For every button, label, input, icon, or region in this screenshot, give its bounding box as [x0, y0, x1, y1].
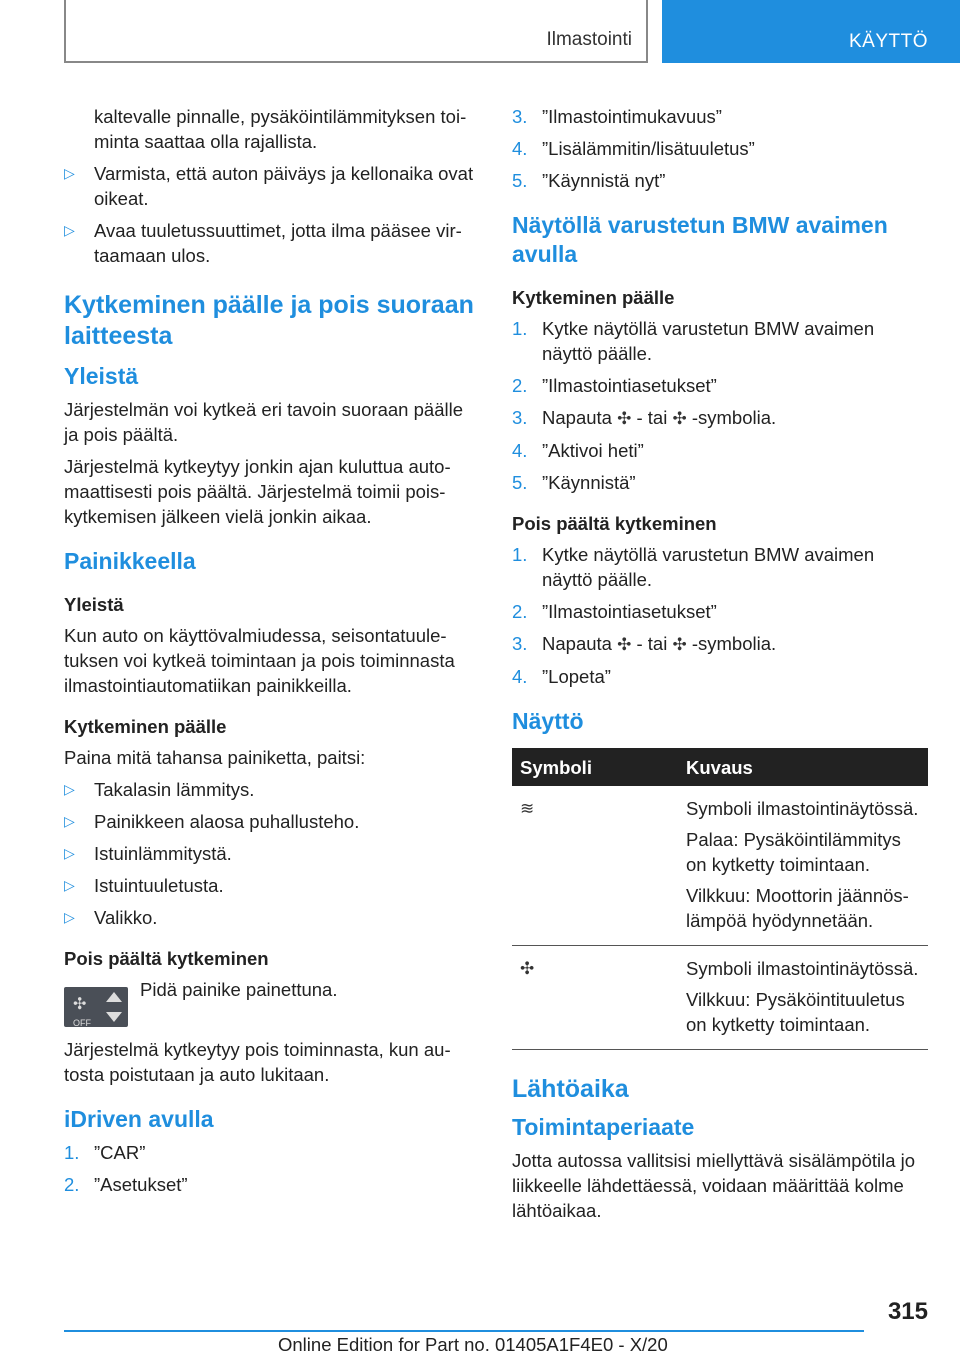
step-text: ”CAR” — [94, 1142, 146, 1163]
step-text: ”Lopeta” — [542, 666, 611, 687]
header-chapter-tab — [662, 0, 960, 63]
off-button-illustration — [64, 977, 474, 1027]
step-number: 2. — [64, 1174, 80, 1195]
numbered-step — [512, 438, 928, 463]
header-section-tab — [64, 0, 648, 63]
step-text: ”Käynnistä” — [542, 472, 636, 493]
step-number: 3. — [512, 633, 528, 654]
list-item — [64, 809, 474, 834]
list-item — [64, 873, 474, 898]
numbered-step — [512, 664, 928, 689]
step-text: ”Ilmastointiasetukset” — [542, 375, 717, 396]
fan-icon: ✣ — [512, 946, 678, 1050]
paragraph: Järjestelmä kytkeytyy jonkin ajan kuluttua automaattisesti pois päältä. Järjestelmä toimii poiskytkemisen jälkeen vielä jonkin aikaa. — [64, 456, 451, 527]
list-item — [64, 161, 474, 211]
step-text: - tai — [636, 633, 668, 654]
cell-line: Vilkkuu: Pysäköintituuletus on kytketty toimintaan. — [686, 989, 905, 1035]
step-number: 4. — [512, 138, 528, 159]
subsection-heading: Yleistä — [64, 363, 139, 389]
step-text: -symbolia. — [691, 407, 777, 428]
cell-line: Vilkkuu: Moottorin jäännöslämpöä hyödynnetään. — [686, 885, 909, 931]
triangle-bullet-icon: ▷ — [64, 165, 75, 181]
table-header-symbol: Symboli — [512, 748, 678, 786]
subsection-heading: Toimintaperiaate — [512, 1114, 695, 1140]
step-text: ”Asetukset” — [94, 1174, 188, 1195]
triangle-bullet-icon: ▷ — [64, 877, 75, 893]
step-number: 3. — [512, 407, 528, 428]
section-heading: Kytkeminen päälle ja pois suoraan laitteesta — [64, 291, 474, 350]
list-item-text: Istuinlämmitystä. — [94, 843, 232, 864]
numbered-step — [64, 1172, 474, 1197]
footer-edition: Online Edition for Part no. 01405A1F4E0 - X/20 — [278, 1334, 668, 1355]
numbered-step — [512, 136, 928, 161]
header-chapter-title: KÄYTTÖ — [848, 31, 928, 52]
step-number: 2. — [512, 375, 528, 396]
fan-icon: ✣ — [73, 996, 87, 1013]
list-item — [64, 905, 474, 930]
paragraph: Järjestelmän voi kytkeä eri tavoin suoraan päälle ja pois päältä. — [64, 399, 463, 445]
triangle-bullet-icon: ▷ — [64, 813, 75, 829]
minor-heading: Kytkeminen päälle — [512, 287, 675, 308]
numbered-step — [512, 631, 928, 657]
step-number: 1. — [512, 318, 528, 339]
subsection-heading: Näytöllä varustetun BMW avaimen avulla — [512, 212, 888, 267]
list-item — [64, 777, 474, 802]
right-column — [512, 104, 928, 1230]
step-number: 4. — [512, 666, 528, 687]
fan-icon: ✣ — [617, 409, 632, 428]
list-item — [64, 218, 474, 268]
step-number: 1. — [512, 544, 528, 565]
cell-line: Symboli ilmastointinäytössä. — [686, 958, 919, 979]
step-text: ”Ilmastointiasetukset” — [542, 601, 717, 622]
off-text: OFF — [73, 1018, 91, 1028]
triangle-bullet-icon: ▷ — [64, 845, 75, 861]
paragraph: Paina mitä tahansa painiketta, paitsi: — [64, 747, 366, 768]
numbered-step — [512, 316, 928, 366]
numbered-step — [512, 599, 928, 624]
paragraph: Järjestelmä kytkeytyy pois toiminnasta, kun autosta poistutaan ja auto lukitaan. — [64, 1039, 451, 1085]
step-text: ”Lisälämmitin/lisätuuletus” — [542, 138, 755, 159]
minor-heading: Pois päältä kytkeminen — [512, 513, 717, 534]
paragraph: kaltevalle pinnalle, pysäköintilämmityksen toiminta saattaa olla rajallista. — [94, 106, 467, 152]
step-text: Kytke näytöllä varustetun BMW avaimen näyttö päälle. — [542, 544, 875, 590]
list-item-text: Varmista, että auton päiväys ja kellonaika ovat oikeat. — [94, 163, 474, 209]
arrow-up-icon — [106, 992, 122, 1002]
fan-heat-icon: ✣ — [672, 409, 687, 428]
header-section-title: Ilmastointi — [546, 29, 632, 50]
heating-icon: ≋ — [512, 786, 678, 946]
minor-heading: Pois päältä kytkeminen — [64, 948, 269, 969]
step-number: 5. — [512, 472, 528, 493]
step-number: 2. — [512, 601, 528, 622]
triangle-bullet-icon: ▷ — [64, 222, 75, 238]
numbered-step — [512, 542, 928, 592]
step-number: 4. — [512, 440, 528, 461]
minor-heading: Kytkeminen päälle — [64, 716, 227, 737]
step-text: Napauta — [542, 633, 612, 654]
numbered-step — [512, 168, 928, 193]
page-number: 315 — [887, 1298, 928, 1325]
numbered-step — [512, 104, 928, 129]
table-header-row — [512, 748, 928, 786]
step-number: 1. — [64, 1142, 80, 1163]
table-row — [512, 786, 928, 946]
table-row — [512, 946, 928, 1050]
step-text: ”Käynnistä nyt” — [542, 170, 666, 191]
triangle-bullet-icon: ▷ — [64, 781, 75, 797]
table-cell-description — [678, 786, 928, 946]
table-header-description: Kuvaus — [678, 748, 928, 786]
symbol-table — [512, 748, 928, 1050]
list-item-text: Painikkeen alaosa puhallusteho. — [94, 811, 360, 832]
list-item-text: Takalasin lämmitys. — [94, 779, 255, 800]
cell-line: Symboli ilmastointinäytössä. — [686, 798, 919, 819]
step-text: -symbolia. — [691, 633, 777, 654]
fan-off-button-icon — [64, 987, 128, 1027]
off-button-label: Pidä painike painettuna. — [140, 979, 338, 1000]
step-text: ”Aktivoi heti” — [542, 440, 644, 461]
left-column — [64, 104, 474, 1204]
triangle-bullet-icon: ▷ — [64, 909, 75, 925]
arrow-down-icon — [106, 1012, 122, 1022]
numbered-step — [64, 1140, 474, 1165]
subsection-heading: Näyttö — [512, 708, 584, 734]
fan-heat-icon: ✣ — [672, 635, 687, 654]
fan-icon: ✣ — [617, 635, 632, 654]
numbered-step — [512, 405, 928, 431]
step-number: 3. — [512, 106, 528, 127]
footer-divider — [64, 1330, 864, 1332]
cell-line: Palaa: Pysäköintilämmitys on kytketty toimintaan. — [686, 829, 901, 875]
step-text: Napauta — [542, 407, 612, 428]
numbered-step — [512, 373, 928, 398]
list-item-text: Avaa tuuletussuuttimet, jotta ilma pääsee virtaamaan ulos. — [94, 220, 462, 266]
step-text: - tai — [636, 407, 668, 428]
list-item-text: Istuintuuletusta. — [94, 875, 224, 896]
paragraph: Kun auto on käyttövalmiudessa, seisontatuuletuksen voi kytkeä toimintaan ja pois toiminnasta ilmastointiautomatiikan painikkeilla. — [64, 625, 455, 696]
section-heading: Lähtöaika — [512, 1075, 629, 1103]
paragraph: Jotta autossa vallitsisi miellyttävä sisälämpötila jo liikkeelle lähdettäessä, voidaan määrittää kolme lähtöaikaa. — [512, 1150, 916, 1221]
minor-heading: Yleistä — [64, 594, 124, 615]
step-number: 5. — [512, 170, 528, 191]
numbered-step — [512, 470, 928, 495]
list-item — [64, 841, 474, 866]
list-item-text: Valikko. — [94, 907, 158, 928]
subsection-heading: Painikkeella — [64, 548, 196, 574]
step-text: ”Ilmastointimukavuus” — [542, 106, 722, 127]
step-text: Kytke näytöllä varustetun BMW avaimen näyttö päälle. — [542, 318, 875, 364]
table-cell-description — [678, 946, 928, 1050]
subsection-heading: iDriven avulla — [64, 1106, 214, 1132]
